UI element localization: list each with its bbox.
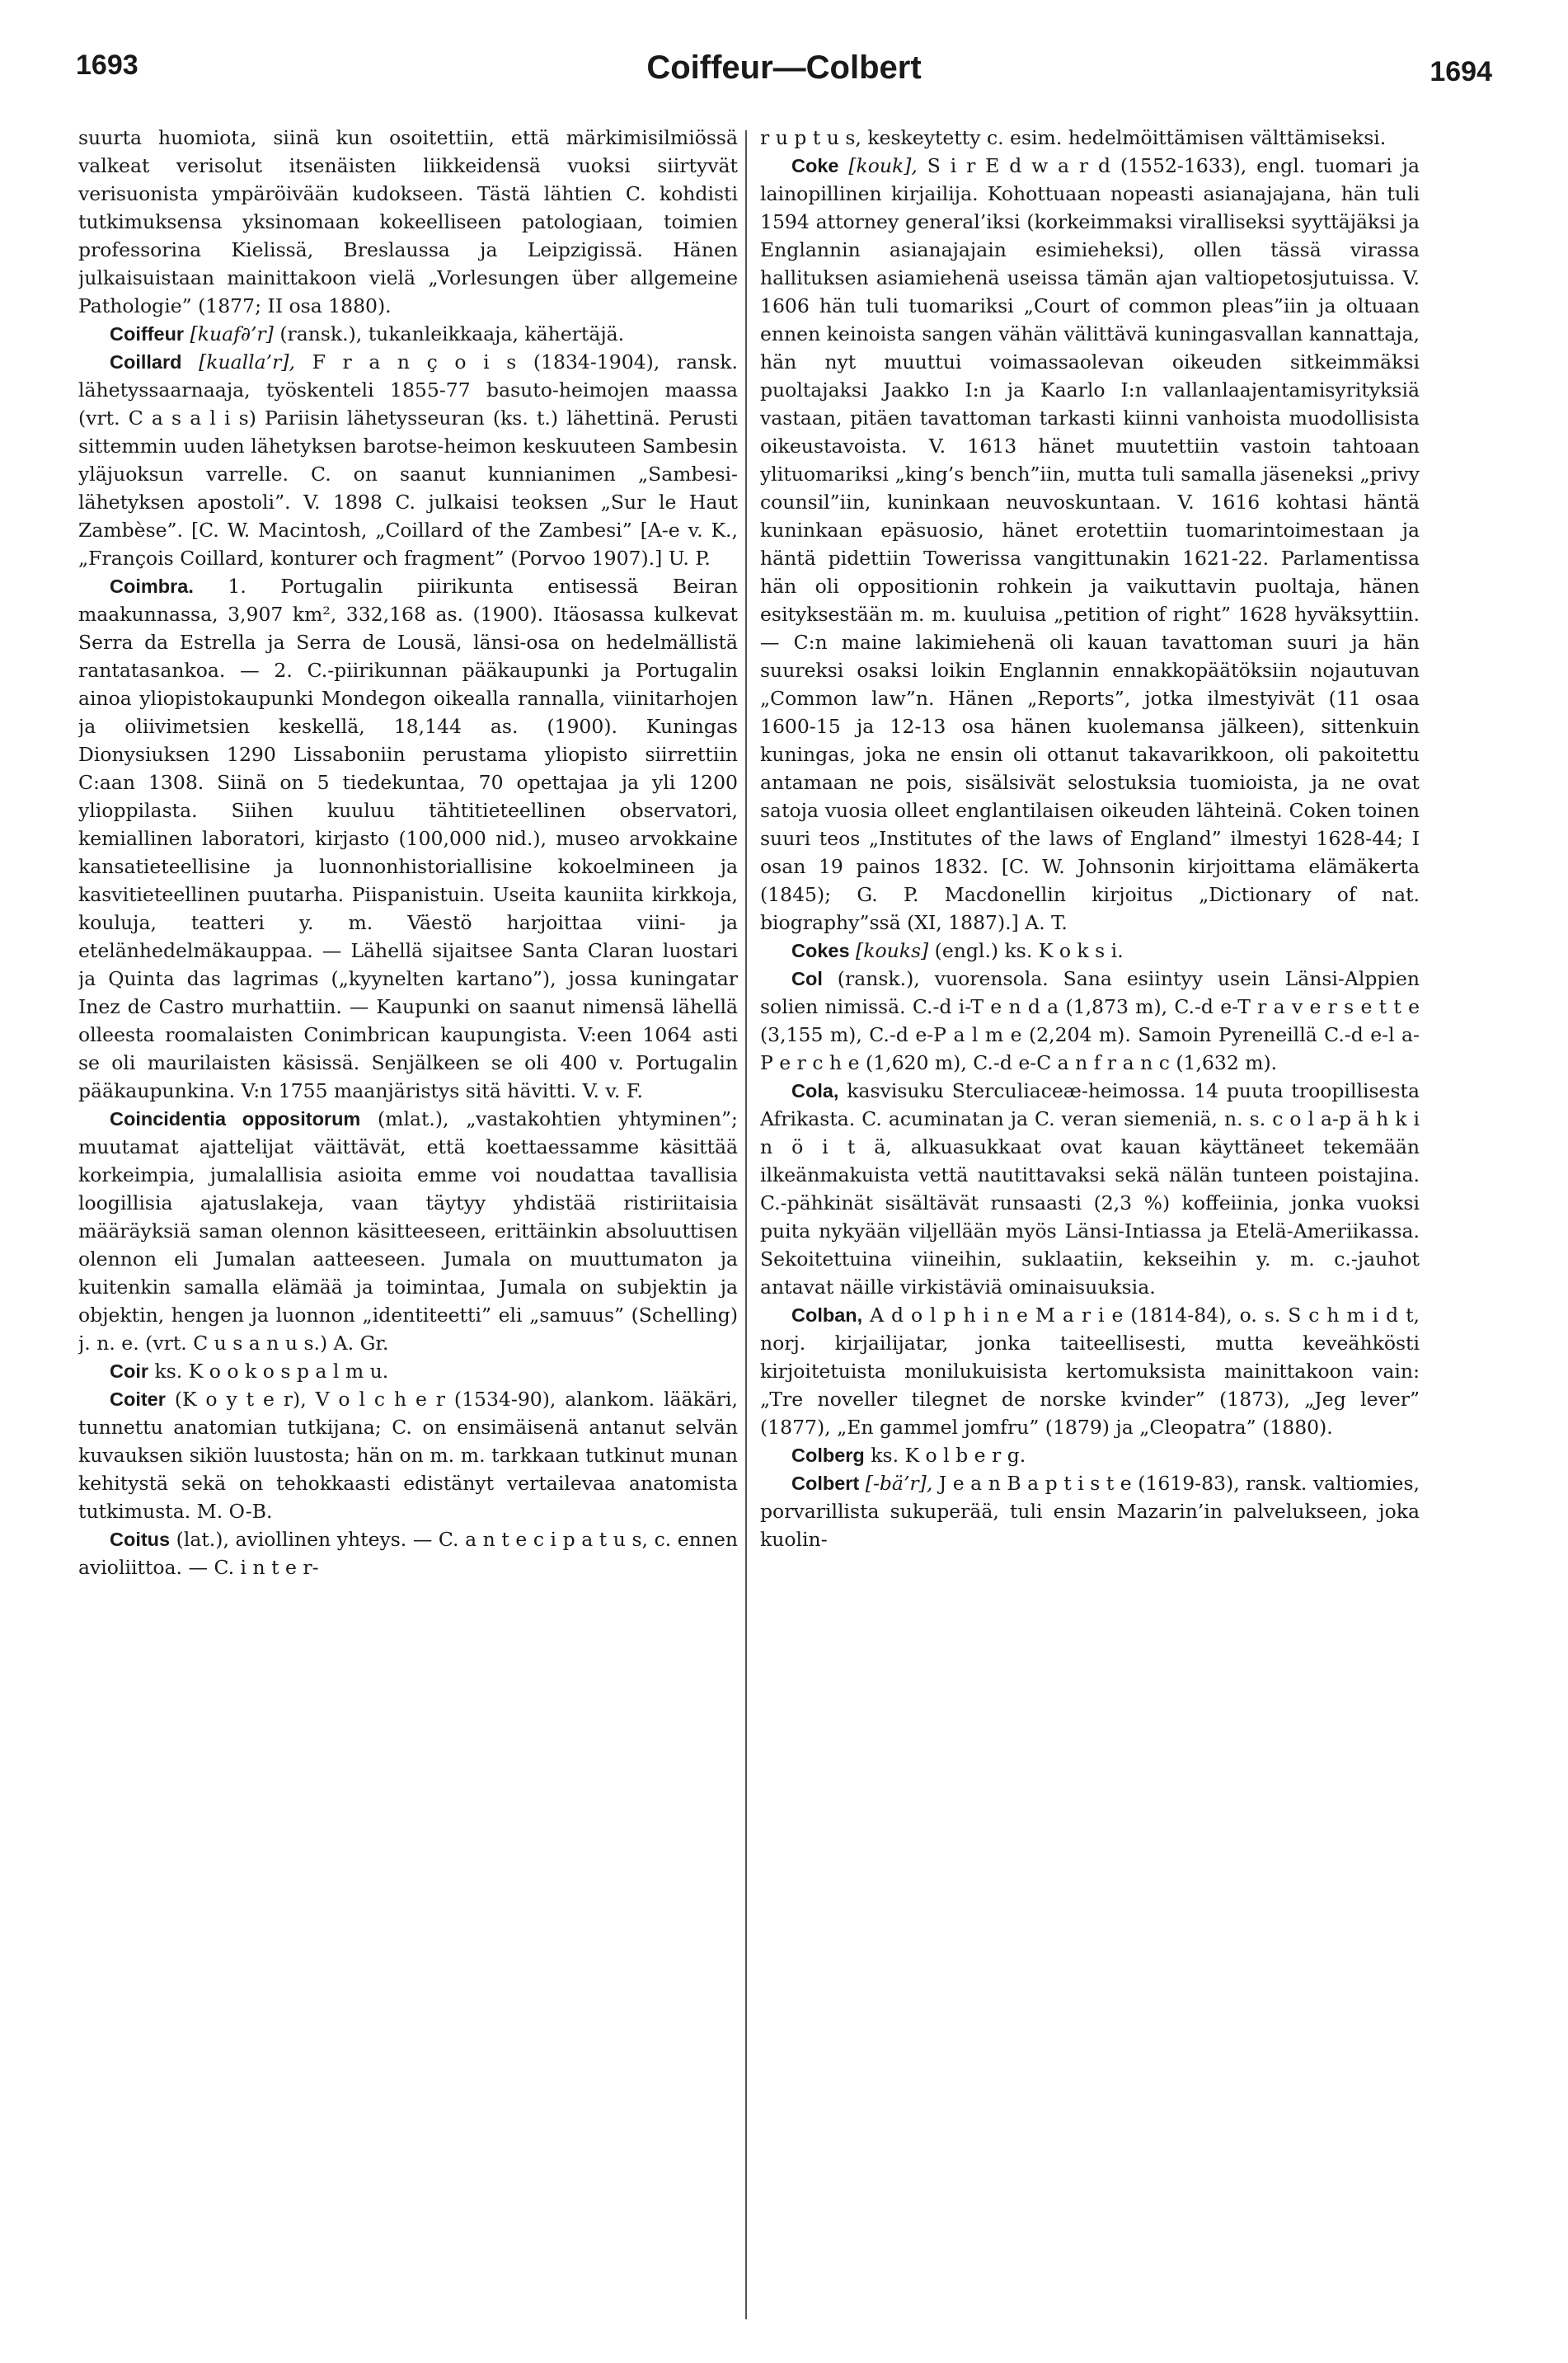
- dictionary-entry: [760, 1469, 1420, 1553]
- dictionary-entry: [78, 320, 738, 348]
- entry-text: (lat.), aviollinen yhteys. — C. a n t e c i p a t u s, c. ennen avioliittoa. — C. i n t e r-: [78, 1528, 738, 1579]
- entry-headword: Cola,: [791, 1080, 839, 1102]
- dictionary-entry: [760, 937, 1420, 965]
- entry-text: r u p t u s, keskeytetty c. esim. hedelmöittämisen välttämiseksi.: [760, 126, 1387, 149]
- right-column: [760, 124, 1420, 2333]
- column-divider: [745, 130, 747, 2319]
- dictionary-entry: [78, 348, 738, 572]
- entry-headword: Coiffeur: [110, 323, 185, 345]
- dictionary-entry: [760, 1441, 1420, 1469]
- dictionary-entry: [760, 1077, 1420, 1301]
- entry-headword: Coimbra.: [110, 575, 194, 597]
- dictionary-entry: [760, 152, 1420, 937]
- entry-headword: Col: [791, 968, 823, 989]
- entry-headword: Cokes: [791, 940, 850, 961]
- entry-text: J e a n B a p t i s t e (1619-83), ransk. valtiomies, porvarillista sukuperää, tuli ensin Mazarin’in palvelukseen, joka kuolin-: [760, 1472, 1420, 1551]
- dictionary-entry: [78, 124, 738, 320]
- entry-pronunciation: [kuaf∂’r]: [190, 322, 274, 345]
- entry-headword: Colban,: [791, 1304, 863, 1326]
- entry-headword: Coitus: [110, 1529, 171, 1550]
- entry-text: A d o l p h i n e M a r i e (1814-84), o. s. S c h m i d t, norj. kirjailijatar, jonka taiteellisesti, mutta keveähkösti kirjoitetuista monilukuisista kertomuksista mainittakoon vain: „Tre noveller tilegnet de norske kvinder” (1873), „Jeg lever” (1877), „En gammel jomfru” (1879) ja „Cleopatra” (1880).: [760, 1304, 1420, 1439]
- dictionary-entry: [760, 1301, 1420, 1441]
- entry-headword: Coke: [791, 155, 839, 176]
- entry-headword: Colbert: [791, 1473, 860, 1494]
- page-number-right: 1694: [1430, 56, 1492, 87]
- entry-text: (K o y t e r), V o l c h e r (1534-90), alankom. lääkäri, tunnettu anatomian tutkijana; C. on ensimäisenä antanut selvän kuvauksen sikiön luustosta; hän on m. m. tarkkaan tutkinut munan kehitystä sekä on tehokkaasti edistänyt vertailevaa anatomista tutkimusta. M. O-B.: [78, 1388, 738, 1523]
- entry-headword: Coir: [110, 1360, 148, 1382]
- entry-text: (ransk.), vuorensola. Sana esiintyy usein Länsi-Alppien solien nimissä. C.-d i-T e n d a (1,873 m), C.-d e-T r a v e r s e t t e (3,155 m), C.-d e-P a l m e (2,204 m). Samoin Pyreneillä C.-d e-l a-P e r c h e (1,620 m), C.-d e-C a n f r a n c (1,632 m).: [760, 967, 1420, 1074]
- entry-text: ks. K o l b e r g.: [871, 1444, 1026, 1467]
- dictionary-entry: [78, 1105, 738, 1357]
- entry-pronunciation: [kouks]: [856, 939, 929, 962]
- running-head: Coiffeur—Colbert: [646, 49, 922, 86]
- entry-text: kasvisuku Sterculiaceæ-heimossa. 14 puuta troopillisesta Afrikasta. C. acuminatan ja C. veran siemeniä, n. s. c o l a-p ä h k i n ö i t ä, alkuasukkaat ovat kauan käyttäneet tekemään ilkeänmakuista vettä nautittavaksi sekä nälän tunteen poistajina. C.-pähkinät sisältävät runsaasti (2,3 %) koffeiinia, jonka vuoksi puita nykyään viljellään myös Länsi-Intiassa ja Etelä-Ameriikassa. Sekoitettuina viineihin, suklaatiin, kekseihin y. m. c.-jauhot antavat näille virkistäviä ominaisuuksia.: [760, 1079, 1420, 1299]
- entry-text: S i r E d w a r d (1552-1633), engl. tuomari ja lainopillinen kirjailija. Kohottuaan nopeasti asianajajana, hän tuli 1594 attorney general’iksi (korkeimmaksi viralliseksi syyttäjäksi ja Englannin asianajajain esimieheksi), ollen tässä virassa hallituksen asiamiehenä useissa tämän ajan valtiopetosjutuissa. V. 1606 hän tuli tuomariksi „Court of common pleas”iin ja oltuaan ennen keinoista sangen vähän välittävä kuningasvallan kannattaja, hän nyt muuttui voimassaolevan oikeuden sitkeimmäksi puoltajaksi Jaakko I:n ja Kaarlo I:n vallanlaajentamisyrityksiä vastaan, pitäen tavattoman tarkasti kiinni vanhoista muodollisista oikeustavoista. V. 1613 hänet muutettiin vastoin tahtoaan ylituomariksi „king’s bench”iin, mutta tuli samalla jäseneksi „privy counsil”iin, kuninkaan neuvoskuntaan. V. 1616 kohtasi häntä kuninkaan epäsuosio, hänet erotettiin tuomarintoimestaan ja häntä pidettiin Towerissa vangittunakin 1621-22. Parlamentissa hän oli oppositionin rohkein ja vaikuttavin puoltaja, hänen esityksestään m. m. kuuluisa „petition of right” 1628 hyväksyttiin. — C:n maine lakimiehenä oli kauan tavattoman suuri ja hän suureksi osaksi loikin Englannin ennakkopäätöksiin nojautuvan „Common law”n. Hänen „Reports”, jotka ilmestyivät (11 osaa 1600-15 ja 12-13 osa hänen kuolemansa jälkeen), sittenkuin kuningas, joka ne ensin oli ottanut takavarikkoon, oli pakoitettu antamaan ne pois, sisälsivät selostuksia tuomioista, ja ne ovat satoja vuosia olleet englantilaisen oikeuden lähteinä. Coken toinen suuri teos „Institutes of the laws of England” ilmestyi 1628-44; I osan 19 painos 1832. [C. W. Johnsonin kirjoittama elämäkerta (1845); G. P. Macdonellin kirjoitus „Dictionary of nat. biography”ssä (XI, 1887).] A. T.: [760, 154, 1420, 934]
- entry-pronunciation: [kualla’r],: [199, 350, 296, 373]
- entry-pronunciation: [-bä’r],: [865, 1472, 933, 1495]
- dictionary-entry: [78, 1525, 738, 1581]
- entry-text: ks. K o o k o s p a l m u.: [154, 1360, 389, 1383]
- entry-headword: Coillard: [110, 351, 182, 373]
- entry-text: (engl.) ks. K o k s i.: [928, 939, 1124, 962]
- entry-text: (mlat.), „vastakohtien yhtyminen”; muutamat ajattelijat väittävät, että koettaessamme käsittää korkeimpia, jumalallisia asioita emme voi noudattaa tavallisia loogillisia ajatuslakeja, vaan täytyy yhdistää ristiriitaisia määräyksiä saman olennon käsitteeseen, erittäinkin absoluuttisen olennon eli Jumalan aatteeseen. Jumala on muuttumaton ja kuitenkin samalla elämää ja toimintaa, Jumala on subjektin ja objektin, hengen ja luonnon „identiteetti” eli „samuus” (Schelling) j. n. e. (vrt. C u s a n u s.) A. Gr.: [78, 1107, 738, 1355]
- left-column: [78, 124, 738, 2333]
- entry-text: suurta huomiota, siinä kun osoitettiin, että märkimisilmiössä valkeat verisolut itsenäisten liikkeidensä vuoksi siirtyvät verisuonista ympäröivään kudokseen. Tästä lähtien C. kohdisti tutkimuksensa yksinomaan kokeelliseen patologiaan, toimien professorina Kielissä, Breslaussa ja Leipzigissä. Hänen julkaisuistaan mainittakoon vielä „Vorlesungen über allgemeine Pathologie” (1877; II osa 1880).: [78, 126, 738, 317]
- entry-headword: Coiter: [110, 1388, 166, 1410]
- page-header: [76, 36, 1492, 94]
- entry-text: F r a n ç o i s (1834-1904), ransk. lähetyssaarnaaja, työskenteli 1855-77 basuto-heimojen maassa (vrt. C a s a l i s) Pariisin lähetysseuran (ks. t.) lähettinä. Perusti sittemmin uuden lähetyksen barotse-heimon keskuuteen Sambesin yläjuoksun varrelle. C. on saanut kunnianimen „Sambesi-lähetyksen apostoli”. V. 1898 C. julkaisi teoksen „Sur le Haut Zambèse”. [C. W. Macintosh, „Coillard of the Zambesi” [A-e v. K., „François Coillard, konturer och fragment” (Porvoo 1907).] U. P.: [78, 350, 738, 570]
- dictionary-entry: [760, 965, 1420, 1077]
- entry-pronunciation: [kouk],: [848, 154, 918, 177]
- dictionary-entry: [78, 1357, 738, 1385]
- dictionary-entry: [760, 124, 1420, 152]
- entry-text: 1. Portugalin piirikunta entisessä Beiran maakunnassa, 3,907 km², 332,168 as. (1900). Itäosassa kulkevat Serra da Estrella ja Serra de Lousä, länsi-osa on hedelmällistä rantatasankoa. — 2. C.-piirikunnan pääkaupunki ja Portugalin ainoa yliopistokaupunki Mondegon oikealla rannalla, viinitarhojen ja oliivimetsien keskellä, 18,144 as. (1900). Kuningas Dionysiuksen 1290 Lissaboniin perustama yliopisto siirrettiin C:aan 1308. Siinä on 5 tiedekuntaa, 70 opettajaa ja yli 1200 ylioppilasta. Siihen kuuluu tähtitieteellinen observatori, kemiallinen laboratori, kirjasto (100,000 nid.), museo arvokkaine kansatieteellisine ja luonnonhistoriallisine kokoelmineen ja kasvitieteellinen puutarha. Piispanistuin. Useita kauniita kirkkoja, kouluja, teatteri y. m. Väestö harjoittaa viini- ja etelänhedelmäkauppaa. — Lähellä sijaitsee Santa Claran luostari ja Quinta das lagrimas („kyynelten kartano”), jossa kuningatar Inez de Castro murhattiin. — Kaupunki on saanut nimensä lähellä olleesta roomalaisten Conimbrican kaupungista. V:een 1064 asti se oli maurilaisten käsissä. Senjälkeen se oli 400 v. Portugalin pääkaupunkina. V:n 1755 maanjäristys sitä hävitti. V. v. F.: [78, 575, 738, 1102]
- dictionary-entry: [78, 1385, 738, 1525]
- dictionary-entry: [78, 572, 738, 1105]
- entry-headword: Coincidentia oppositorum: [110, 1108, 361, 1130]
- entry-text: (ransk.), tukanleikkaaja, kähertäjä.: [273, 322, 625, 345]
- page-number-left: 1693: [76, 49, 138, 81]
- entry-headword: Colberg: [791, 1445, 865, 1466]
